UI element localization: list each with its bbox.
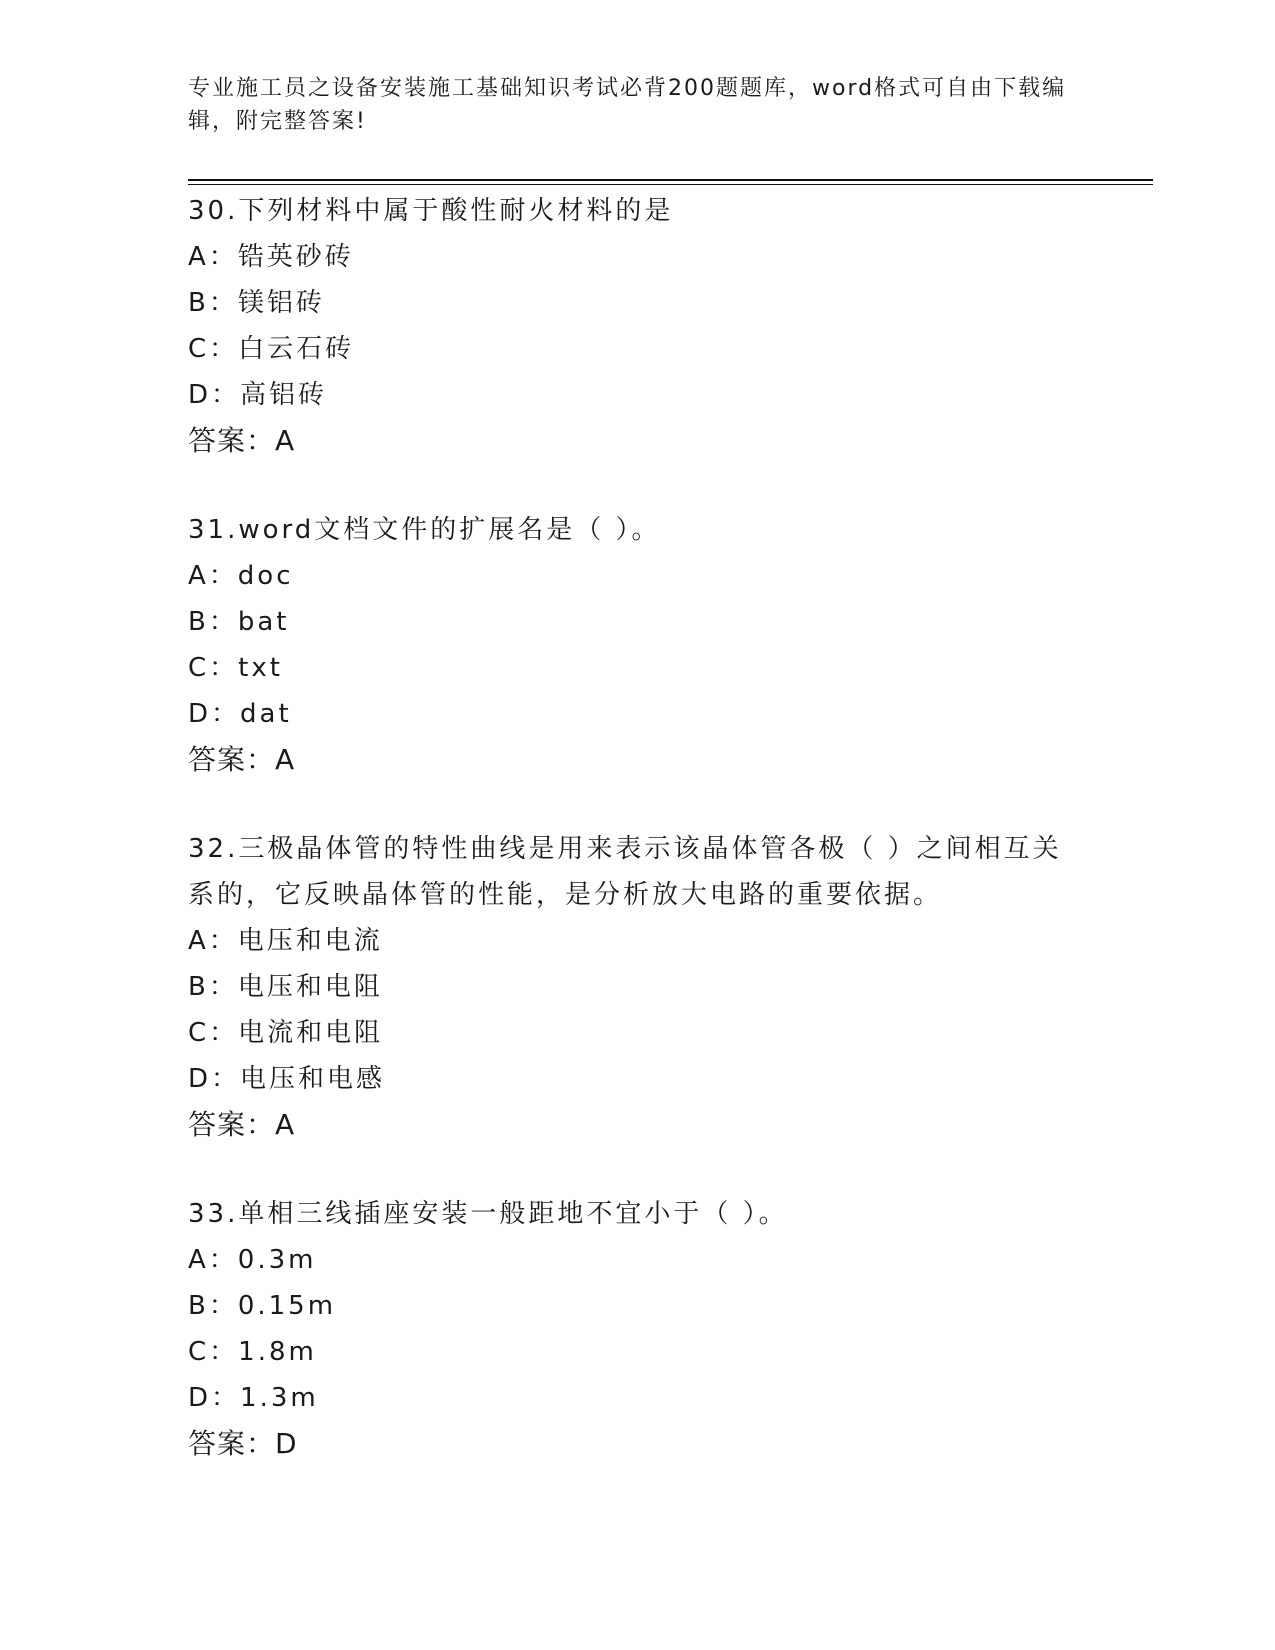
option-b: B：0.15m: [188, 1291, 337, 1321]
question-stem: 32.三极晶体管的特性曲线是用来表示该晶体管各极（ ）之间相互关系的，它反映晶体管的性能，是分析放大电路的重要依据。: [188, 834, 1062, 910]
option-c: C：白云石砖: [188, 334, 355, 364]
answer-line: 答案：A: [188, 743, 296, 776]
option-a: A：电压和电流: [188, 926, 383, 956]
answer-line: 答案：A: [188, 1108, 296, 1141]
header-divider-thin: [188, 184, 1153, 185]
option-d: D：dat: [188, 699, 292, 729]
question-33: [188, 1191, 1088, 1467]
option-a: A：锆英砂砖: [188, 242, 354, 272]
option-a: A：0.3m: [188, 1245, 317, 1275]
header-divider-thick: [188, 179, 1153, 181]
option-a: A：doc: [188, 561, 294, 591]
question-stem: 31.word文档文件的扩展名是（ ）。: [188, 515, 661, 545]
option-d: D：高铝砖: [188, 380, 328, 410]
question-30: [188, 188, 1088, 464]
option-c: C：1.8m: [188, 1337, 317, 1367]
option-c: C：电流和电阻: [188, 1018, 384, 1048]
option-d: D：电压和电感: [188, 1064, 386, 1094]
question-stem: 33.单相三线插座安装一般距地不宜小于（ ）。: [188, 1199, 788, 1229]
question-stem: 30.下列材料中属于酸性耐火材料的是: [188, 196, 674, 226]
answer-line: 答案：D: [188, 1427, 298, 1460]
question-31: [188, 507, 1088, 783]
answer-line: 答案：A: [188, 424, 296, 457]
document-header: 专业施工员之设备安装施工基础知识考试必背200题题库，word格式可自由下载编辑，附完整答案!: [188, 76, 1067, 134]
question-list: [188, 188, 1088, 1467]
option-b: B：bat: [188, 607, 290, 637]
question-32: [188, 826, 1088, 1148]
option-b: B：电压和电阻: [188, 972, 383, 1002]
option-c: C：txt: [188, 653, 283, 683]
option-b: B：镁铝砖: [188, 288, 325, 318]
option-d: D：1.3m: [188, 1383, 319, 1413]
